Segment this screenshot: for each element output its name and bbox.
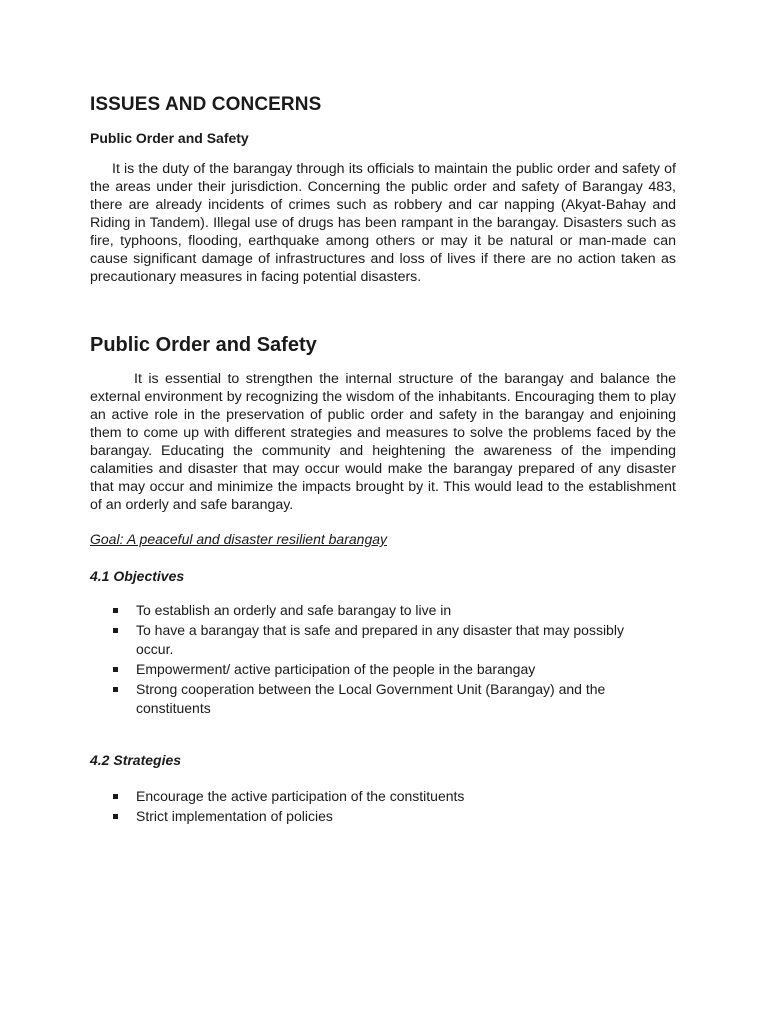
list-item-text: Encourage the active participation of the constituents: [136, 788, 465, 804]
bullet-square-icon: [113, 667, 118, 672]
main-title: ISSUES AND CONCERNS: [90, 94, 322, 115]
bullet-square-icon: [113, 628, 118, 633]
list-item-text: Strict implementation of policies: [136, 808, 333, 824]
section-title: Public Order and Safety: [90, 334, 317, 356]
list-item-text: To establish an orderly and safe barangay to live in: [136, 602, 452, 618]
objectives-heading: 4.1 Objectives: [90, 568, 185, 584]
list-item: [90, 807, 676, 826]
list-item: [90, 660, 656, 679]
bullet-square-icon: [113, 608, 118, 613]
list-item: [90, 621, 656, 659]
sub-heading: Public Order and Safety: [90, 130, 249, 146]
list-item-text: Strong cooperation between the Local Government Unit (Barangay) and the constituents: [136, 681, 606, 716]
goal-statement: Goal: A peaceful and disaster resilient barangay: [90, 531, 388, 547]
strategies-heading: 4.2 Strategies: [90, 752, 182, 768]
intro-paragraph: It is the duty of the barangay through its officials to maintain the public order and safety of the areas under their jurisdiction. Concerning the public order and safety of Barangay 483, there are already incidents of crimes such as robbery and car napping (Akyat-Bahay and Riding in Tandem). Illegal use of drugs has been rampant in the barangay. Disasters such as fire, typhoons, flooding, earthquake among others or may it be natural or man-made can cause significant damage of infrastructures and loss of lives if there are no action taken as precautionary measures in facing potential disasters.: [90, 161, 676, 285]
bullet-square-icon: [113, 687, 118, 692]
bullet-square-icon: [113, 794, 118, 799]
strategies-list: [90, 787, 676, 827]
section-paragraph: It is essential to strengthen the internal structure of the barangay and balance the external environment by recognizing the wisdom of the inhabitants. Encouraging them to play an active role in the preservation of public order and safety in the barangay and enjoining them to come up with different strategies and measures to solve the problems faced by the barangay. Educating the community and heightening the awareness of the impending calamities and disaster that may occur would make the barangay prepared of any disaster that may occur and minimize the impacts brought by it. This would lead to the establishment of an orderly and safe barangay.: [90, 371, 676, 513]
list-item: [90, 601, 656, 620]
list-item-text: To have a barangay that is safe and prepared in any disaster that may possibly occur.: [136, 622, 624, 657]
objectives-list: [90, 601, 676, 719]
list-item: [90, 787, 676, 806]
list-item-text: Empowerment/ active participation of the people in the barangay: [136, 661, 536, 677]
bullet-square-icon: [113, 814, 118, 819]
list-item: [90, 680, 656, 718]
